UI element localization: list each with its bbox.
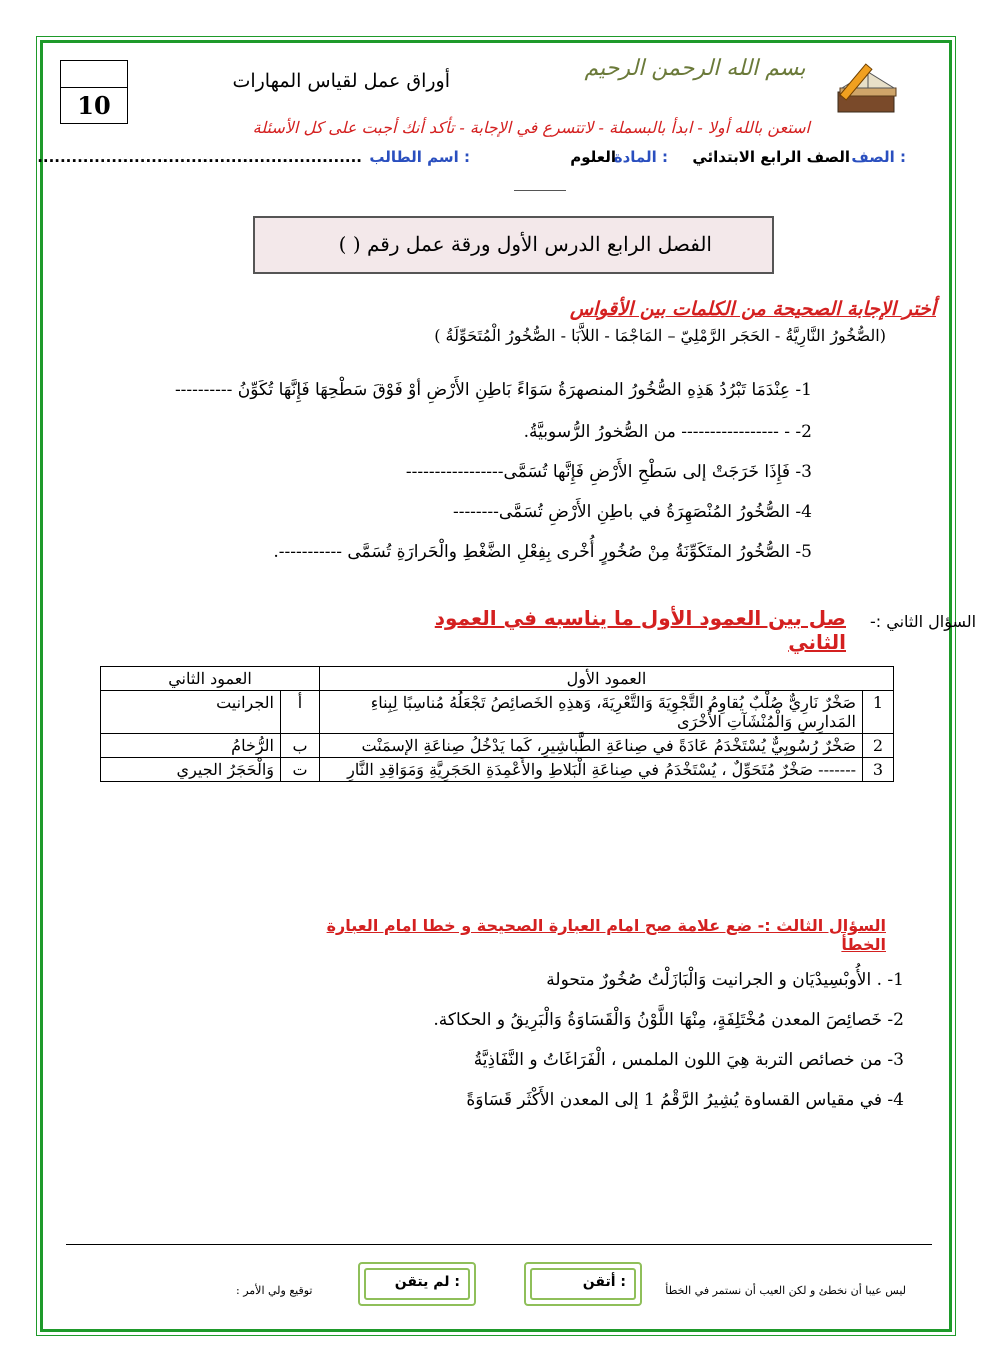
q3-item-2: 2- خَصائِصَ المعدن مُخْتَلِفَةٍ، مِنْهَا اللَّوْنُ وَالْقَسَاوَةُ وَالْبَرِيقُ و الحكاكة.: [433, 1010, 904, 1030]
grade-value: الصف الرابع الابتدائي: [692, 148, 850, 166]
matching-table: [100, 666, 894, 782]
row-number: 2: [863, 734, 894, 758]
row-answer: الرُّخامُ: [101, 734, 281, 758]
table-row: [101, 758, 894, 782]
row-number: 1: [863, 691, 894, 734]
student-name-field[interactable]: .........................................................: [37, 148, 362, 166]
row-text: صَخْرٌ رُسُوبِيٌّ يُسْتَخْدَمُ عَادَةً في صِناعَةِ الطَّباشِيرِ، كَما يَدْخُلُ صِناعَةِ الإسمَنْت: [320, 734, 863, 758]
q1-choices: (الصُّخُورُ النَّارِيَّةُ - الحَجَر الرَّمْلِيّ – المَاجْمَا - اللاَّبَا - الصُّخُورُ الْمُتَحَوِّلَةُ ): [434, 326, 886, 345]
divider: [514, 190, 566, 191]
score-box: [60, 60, 128, 124]
student-name-label: اسم الطالب :: [369, 148, 470, 166]
row-text: صَخْرٌ نَارِيٌّ صُلْبٌ يُقاوِمُ التَّجْوِيَةَ وَالتَّعْرِيَةَ، وَهذِهِ الخَصائِصُ تَجْعَلُهُ مُناسِبًا لِبِناءِ المَدارِسِ وَالْمُنْشَآتِ الأُخْرَى: [320, 691, 863, 734]
row-number: 3: [863, 758, 894, 782]
row-letter: ت: [281, 758, 320, 782]
q1-item-5: 5- الصُّخُورُ المتَكَوِّنَةُ مِنْ صُخُورٍ أُخْرى بِفِعْلِ الضَّغْطِ والْحَرارَةِ تُسَمَّى -----------.: [273, 542, 812, 562]
not-mastered-box[interactable]: [358, 1262, 476, 1306]
lesson-box-text: الفصل الرابع الدرس الأول ورقة عمل رقم ( ): [338, 232, 712, 256]
advice-line: استعن بالله أولا - ابدأ بالبسملة - لاتتسرع في الإجابة - تأكد أنك أجبت على كل الأسئلة: [252, 118, 810, 137]
mastered-box[interactable]: [524, 1262, 642, 1306]
col2-header: العمود الثاني: [101, 667, 320, 691]
table-row: [101, 734, 894, 758]
mastered-label: أتقن :: [582, 1274, 626, 1290]
q1-item-2: 2- - ----------------- من الصُّخورُ الرُّسوبيَّةُ.: [523, 422, 812, 442]
grade-label: الصف :: [851, 148, 906, 166]
q3-title: السؤال الثالث :- ضع علامة صح امام العبارة الصحيحة و خطا امام العبارة الخطأ: [326, 916, 886, 954]
page-title: أوراق عمل لقياس المهارات: [232, 70, 450, 92]
row-letter: أ: [281, 691, 320, 734]
basmala: بسم الله الرحمن الرحيم: [584, 56, 806, 81]
score-value: 10: [77, 91, 111, 120]
not-mastered-label: لم يتقن :: [394, 1274, 460, 1290]
q1-title: أختر الإجابة الصحيحة من الكلمات بين الأقواس: [569, 298, 936, 320]
row-letter: ب: [281, 734, 320, 758]
subject-label: المادة :: [613, 148, 668, 166]
book-pencil-icon: [832, 58, 906, 120]
q1-item-3: 3- فَإِذَا خَرَجَتْ إلى سَطْحِ الأَرْضِ فَإِنَّها تُسَمَّى-----------------: [405, 462, 812, 482]
q3-item-1: 1- . الأُوبْسِيدْيَان و الجرانيت وَالْبَازَلْتُ صُخُورٌ متحولة: [546, 970, 904, 990]
parent-signature: توقيع ولي الأمر :: [236, 1284, 313, 1297]
table-row: [101, 691, 894, 734]
subject-value: العلوم: [570, 148, 616, 166]
student-info-row: [37, 148, 906, 174]
q1-item-4: 4- الصُّخُورُ المُنْصَهِرَةُ في باطِنِ الأَرْضِ تُسَمَّى--------: [452, 502, 812, 522]
footer-motto: ليس عيبا أن نخطئ و لكن العيب أن نستمر في الخطأ: [665, 1284, 906, 1297]
q3-item-3: 3- من خصائص التربة هِيَ اللون الملمس ، الْفَرَاغَاتُ و النَّفَاذِيَّةُ: [473, 1050, 904, 1070]
q2-title: صل بين العمود الأول ما يناسبه في العمود الثاني: [434, 606, 846, 654]
q1-item-1: 1- عِنْدَمَا تَبْرُدُ هَذِهِ الصُّخُورُ المنصهرَةُ سَوَاءً بَاطِنِ الأَرْضِ أوْ فَوْقَ سَطْحِهَا فَإِنَّهَا تُكَوِّنُ ----------: [174, 380, 812, 400]
q2-label: السؤال الثاني :-: [870, 612, 977, 631]
col1-header: العمود الأول: [320, 667, 894, 691]
lesson-box: [253, 216, 774, 274]
row-answer: وَالْحَجَرُ الجيري: [101, 758, 281, 782]
row-answer: الجرانيت: [101, 691, 281, 734]
row-text: ------- صَخْرٌ مُتَحَوِّلٌ ، يُسْتَخْدَمُ في صِناعَةِ الْبَلاطِ والأَعْمِدَةِ الحَجَرِيَّةِ وَمَوَاقِدِ النَّارِ: [320, 758, 863, 782]
q3-item-4: 4- في مقياس القساوة يُشِيرُ الرَّقْمُ 1 إلى المعدن الأَكْثَر قَسَاوَةً: [466, 1090, 904, 1110]
footer-divider: [66, 1244, 932, 1245]
